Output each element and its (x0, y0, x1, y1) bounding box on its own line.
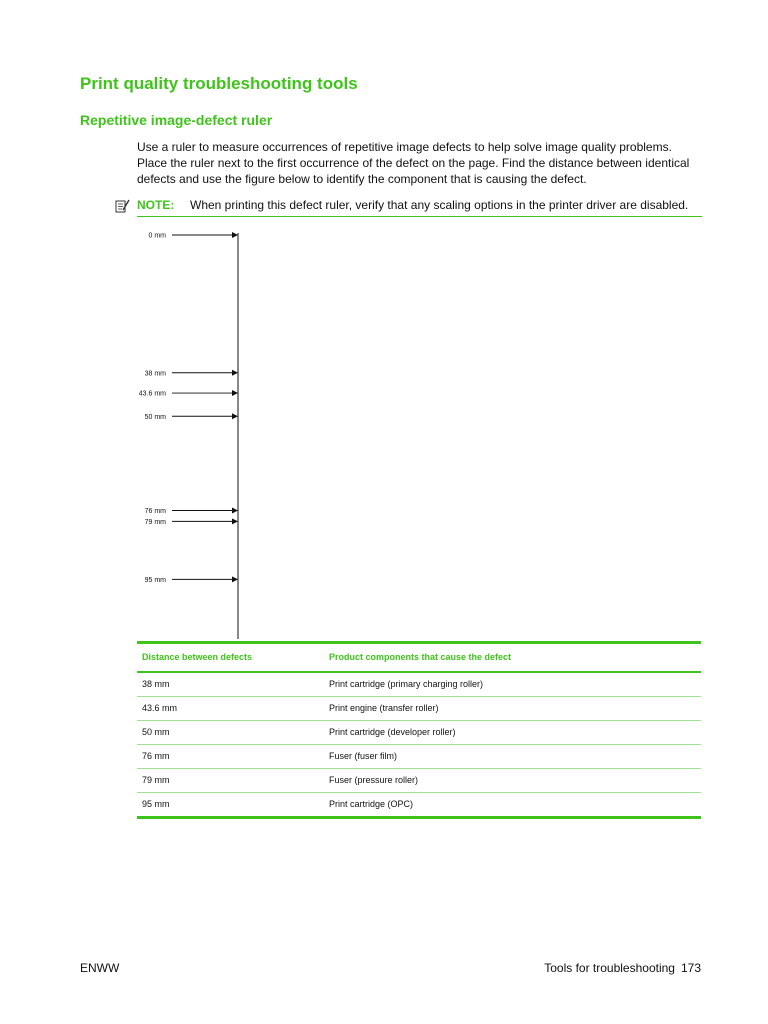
note-text: When printing this defect ruler, verify that any scaling options in the printer driver are disabled. (190, 198, 689, 212)
page-title: Print quality troubleshooting tools (80, 74, 358, 93)
ruler-arrow-icon (232, 390, 238, 396)
table-cell-component: Print cartridge (developer roller) (329, 727, 456, 737)
table-cell-distance: 76 mm (142, 751, 170, 761)
table-header-component: Product components that cause the defect (329, 652, 512, 662)
table-header-distance: Distance between defects (142, 652, 253, 662)
defect-ruler (120, 225, 270, 645)
note-icon (114, 198, 130, 214)
table-row (137, 721, 701, 745)
ruler-arrow-icon (232, 518, 238, 524)
table-cell-distance: 43.6 mm (142, 703, 178, 713)
table-row (137, 673, 701, 697)
table-row (137, 769, 701, 793)
note-label: NOTE: (137, 198, 175, 212)
table-header-row (137, 644, 701, 673)
ruler-mark-label: 0 mm (148, 232, 166, 240)
table-cell-component: Print engine (transfer roller) (329, 703, 439, 713)
note-divider (137, 216, 702, 217)
ruler-marks (139, 232, 238, 584)
ruler-mark-label: 50 mm (144, 413, 166, 421)
ruler-arrow-icon (232, 576, 238, 582)
ruler-arrow-icon (232, 370, 238, 376)
ruler-mark-label: 79 mm (144, 518, 166, 526)
intro-paragraph (137, 139, 707, 187)
intro-line: Place the ruler next to the first occurrence of the defect on the page. Find the distance between identical (137, 156, 690, 170)
intro-line: defects and use the figure below to identify the component that is causing the defect. (137, 172, 587, 186)
table-cell-distance: 50 mm (142, 727, 170, 737)
table-row (137, 793, 701, 819)
ruler-mark (145, 576, 238, 584)
note-callout (114, 197, 702, 217)
ruler-mark (145, 518, 238, 526)
table-cell-component: Fuser (fuser film) (329, 751, 398, 761)
ruler-mark (145, 413, 238, 421)
ruler-mark (139, 390, 238, 398)
defect-table (137, 641, 701, 819)
table-cell-component: Fuser (pressure roller) (329, 775, 419, 785)
table-cell-distance: 95 mm (142, 799, 170, 809)
ruler-mark-label: 95 mm (144, 576, 166, 584)
ruler-mark-label: 43.6 mm (138, 390, 166, 398)
ruler-mark (149, 232, 239, 240)
ruler-mark-label: 38 mm (144, 370, 166, 378)
ruler-mark (145, 508, 238, 516)
footer-right (544, 961, 701, 975)
intro-line: Use a ruler to measure occurrences of repetitive image defects to help solve image quality problems. (137, 140, 672, 154)
table-row (137, 697, 701, 721)
ruler-mark (145, 370, 238, 378)
ruler-mark-label: 76 mm (144, 508, 166, 515)
page-number: 173 (680, 961, 701, 975)
ruler-arrow-icon (232, 232, 238, 238)
table-cell-component: Print cartridge (OPC) (329, 799, 414, 809)
footer-left: ENWW (80, 961, 120, 975)
ruler-arrow-icon (232, 413, 238, 419)
section-title: Repetitive image-defect ruler (80, 112, 273, 128)
table-cell-distance: 79 mm (142, 775, 170, 785)
ruler-arrow-icon (232, 508, 238, 514)
table-row (137, 745, 701, 769)
table-cell-distance: 38 mm (142, 679, 170, 689)
table-cell-component: Print cartridge (primary charging roller) (329, 679, 484, 689)
footer-section: Tools for troubleshooting (544, 961, 675, 975)
